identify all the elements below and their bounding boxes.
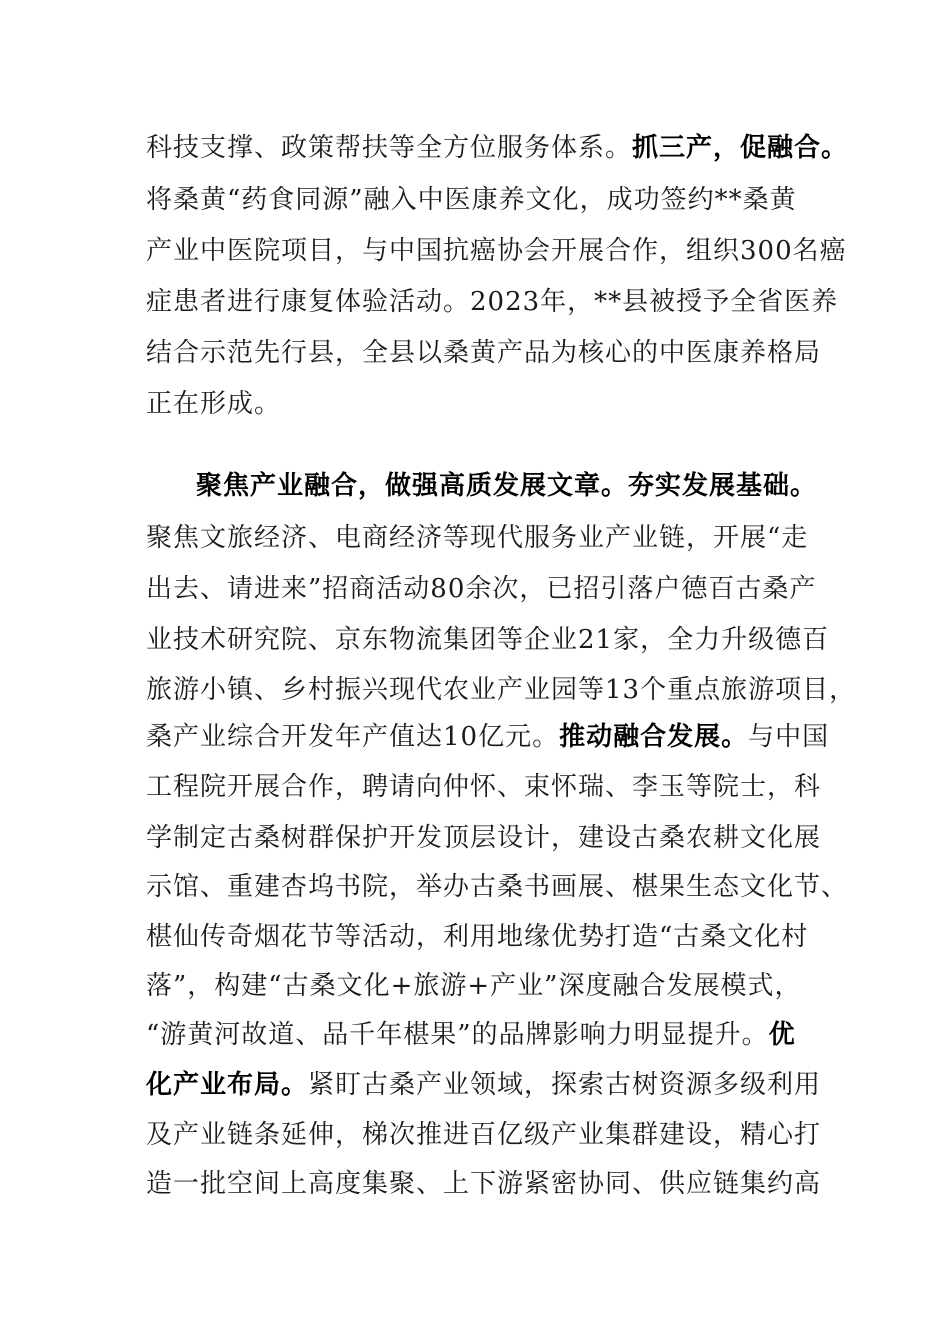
paragraph-2-line-3: 业技术研究院、京东物流集团等企业21家，全力升级德百 xyxy=(146,625,830,655)
paragraph-2-line-13: 及产业链条延伸，梯次推进百亿级产业集群建设，精心打 xyxy=(146,1120,822,1150)
paragraph-2-line-2: 出去、请进来”招商活动80余次，已招引落户德百古桑产 xyxy=(146,574,817,604)
paragraph-2-heading: 聚焦产业融合，做强高质发展文章。夯实发展基础。 xyxy=(196,471,818,501)
paragraph-2-line-7: 学制定古桑树群保护开发顶层设计，建设古桑农耕文化展 xyxy=(146,823,822,853)
bold-run-heading: 抓三产，促融合。 xyxy=(632,133,849,163)
paragraph-1-line-3: 产业中医院项目，与中国抗癌协会开展合作，组织300名癌 xyxy=(146,236,847,266)
paragraph-2-line-5 xyxy=(146,717,830,757)
paragraph-2-line-10: 落”，构建“古桑文化+旅游+产业”深度融合发展模式， xyxy=(146,971,802,1001)
paragraph-2-line-1: 聚焦文旅经济、电商经济等现代服务业产业链，开展“走 xyxy=(146,523,809,553)
paragraph-1-line-2: 将桑黄“药食同源”融入中医康养文化，成功签约**桑黄 xyxy=(146,185,797,215)
paragraph-1-line-1 xyxy=(146,128,849,168)
paragraph-2-line-14: 造一批空间上高度集聚、上下游紧密协同、供应链集约高 xyxy=(146,1169,822,1199)
text-run: 桑产业综合开发年产值达10亿元。 xyxy=(146,722,560,752)
bold-run-heading: 推动融合发展。 xyxy=(559,722,749,752)
text-run: 与中国 xyxy=(748,722,830,752)
paragraph-2-line-8: 示馆、重建杏坞书院，举办古桑书画展、椹果生态文化节、 xyxy=(146,872,849,902)
paragraph-2-line-6: 工程院开展合作，聘请向仲怀、束怀瑞、李玉等院士，科 xyxy=(146,772,822,802)
text-run: 紧盯古桑产业领域，探索古树资源多级利用 xyxy=(308,1070,822,1100)
paragraph-2-line-12 xyxy=(146,1065,826,1105)
bold-run-heading: 化产业布局。 xyxy=(146,1070,309,1100)
paragraph-1-line-5: 结合示范先行县，全县以桑黄产品为核心的中医康养格局 xyxy=(146,338,822,368)
bold-run-heading: 优 xyxy=(768,1020,796,1050)
paragraph-1-line-6: 正在形成。 xyxy=(146,389,282,419)
text-run: “游黄河故道、品千年椹果”的品牌影响力明显提升。 xyxy=(146,1020,769,1050)
paragraph-2-line-11 xyxy=(146,1015,826,1055)
paragraph-2-line-9: 椹仙传奇烟花节等活动，利用地缘优势打造“古桑文化村 xyxy=(146,922,809,952)
text-run: 科技支撑、政策帮扶等全方位服务体系。 xyxy=(146,133,633,163)
paragraph-1-line-4: 症患者进行康复体验活动。2023年，**县被授予全省医养 xyxy=(146,287,839,317)
paragraph-2-line-4: 旅游小镇、乡村振兴现代农业产业园等13个重点旅游项目， xyxy=(146,675,857,705)
